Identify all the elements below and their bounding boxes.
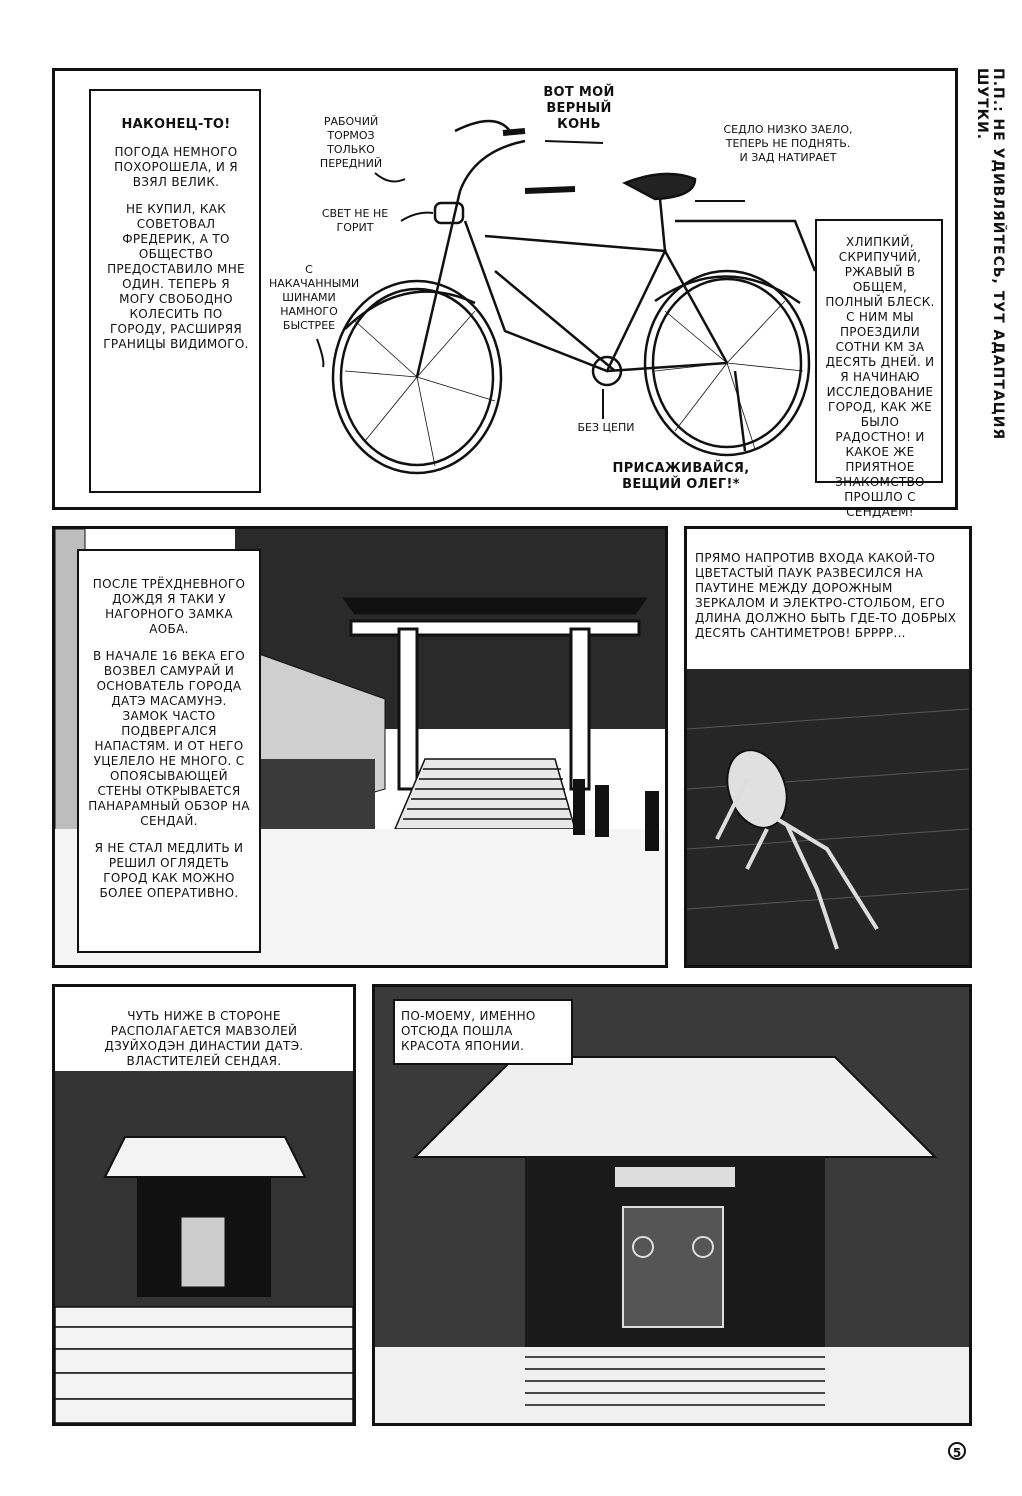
- panel-spider: [684, 526, 972, 968]
- panel-aoba-castle: [52, 526, 668, 968]
- panel-mausoleum-gate: [52, 984, 356, 1426]
- caption-castle-1: ПОСЛЕ ТРЁХДНЕВНОГО ДОЖДЯ Я ТАКИ У НАГОРНОГО ЗАМКА АОБА.: [92, 577, 246, 636]
- caption-box-spider: [687, 529, 969, 665]
- caption-paragraph-1: ПОГОДА НЕМНОГО ПОХОРОШЕЛА, И Я ВЗЯЛ ВЕЛИК.: [114, 145, 238, 189]
- caption-castle-3: Я НЕ СТАЛ МЕДЛИТЬ И РЕШИЛ ОГЛЯДЕТЬ ГОРОД КАК МОЖНО БОЛЕЕ ОПЕРАТИВНО.: [94, 841, 244, 900]
- panel-temple: [372, 984, 972, 1426]
- caption-box-intro: [89, 89, 261, 493]
- caption-castle-2: В НАЧАЛЕ 16 ВЕКА ЕГО ВОЗВЕЛ САМУРАЙ И ОСНОВАТЕЛЬ ГОРОДА ДАТЭ МАСАМУНЭ. ЗАМОК ЧАСТО ПОДВЕРГАЛСЯ НАПАСТЯМ. И ОТ НЕГО УЦЕЛЕЛО НЕ МНОГО. С ОПОЯСЫВАЮЩЕЙ СТЕНЫ ОТКРЫВАЕТСЯ ПАНАРАМНЫЙ ОБЗОР НА СЕНДАЙ.: [88, 649, 250, 828]
- caption-bike-review: ХЛИПКИЙ, СКРИПУЧИЙ, РЖАВЫЙ В ОБЩЕМ, ПОЛНЫЙ БЛЕСК. С НИМ МЫ ПРОЕЗДИЛИ СОТНИ КМ ЗА ДЕСЯТЬ ДНЕЙ. И Я НАЧИНАЮ ИССЛЕДОВАНИЕ ГОРОД, КАК ЖЕ БЫЛО РАДОСТНО! И КАКОЕ ЖЕ ПРИЯТНОЕ ЗНАКОМСТВО ПРОШЛО С СЕНДАЕМ!: [825, 235, 935, 519]
- page-number: 5: [948, 1442, 966, 1460]
- panel-bicycle: [52, 68, 958, 519]
- caption-paragraph-2: НЕ КУПИЛ, КАК СОВЕТОВАЛ ФРЕДЕРИК, А ТО ОБЩЕСТВО ПРЕДОСТАВИЛО МНЕ ОДИН. ТЕПЕРЬ Я МОГУ СВОБОДНО КОЛЕСИТЬ ПО ГОРОДУ, РАСШИРЯЯ ГРАНИЦЫ ВИДИМОГО.: [103, 202, 249, 351]
- caption-box-castle: [77, 549, 261, 953]
- caption-box-mausoleum: [55, 987, 353, 1071]
- panel-header: ВОТ МОЙ ВЕРНЫЙ КОНЬ: [543, 85, 615, 132]
- label-tires: С НАКАЧАННЫМИ ШИНАМИ НАМНОГО БЫСТРЕЕ: [269, 263, 360, 332]
- label-brake: РАБОЧИЙ ТОРМОЗ ТОЛЬКО ПЕРЕДНИЙ: [319, 115, 383, 170]
- caption-mausoleum: ЧУТЬ НИЖЕ В СТОРОНЕ РАСПОЛАГАЕТСЯ МАВЗОЛЕЙ ДЗУЙХОДЭН ДИНАСТИИ ДАТЭ. ВЛАСТИТЕЛЕЙ СЕНДАЯ.: [104, 1009, 304, 1068]
- label-saddle: СЕДЛО НИЗКО ЗАЕЛО, ТЕПЕРЬ НЕ ПОДНЯТЬ. И ЗАД НАТИРАЕТ: [723, 123, 853, 164]
- translator-side-note: П.П.: НЕ УДИВЛЯЙТЕСЬ, ТУТ АДАПТАЦИЯ ШУТКИ.: [974, 68, 1006, 441]
- caption-box-bike-review: [815, 219, 943, 519]
- panel-footer: ПРИСАЖИВАЙСЯ, ВЕЩИЙ ОЛЕГ!*: [612, 461, 750, 492]
- caption-temple: ПО-МОЕМУ, ИМЕННО ОТСЮДА ПОШЛА КРАСОТА ЯПОНИИ.: [401, 1009, 536, 1053]
- label-light: СВЕТ НЕ НЕ ГОРИТ: [321, 207, 389, 234]
- caption-box-temple: [393, 999, 573, 1065]
- caption-spider: ПРЯМО НАПРОТИВ ВХОДА КАКОЙ-ТО ЦВЕТАСТЫЙ ПАУК РАЗВЕСИЛСЯ НА ПАУТИНЕ МЕЖДУ ДОРОЖНЫМ ЗЕРКАЛОМ И ЭЛЕКТРО-СТОЛБОМ, ЕГО ДЛИНА ДОЛЖНО БЫТЬ ГДЕ-ТО ДОБРЫХ ДЕСЯТЬ САНТИМЕТРОВ! БРРРР...: [695, 551, 957, 640]
- caption-title: НАКОНЕЦ-ТО!: [121, 117, 231, 132]
- label-chain: БЕЗ ЦЕПИ: [577, 421, 635, 434]
